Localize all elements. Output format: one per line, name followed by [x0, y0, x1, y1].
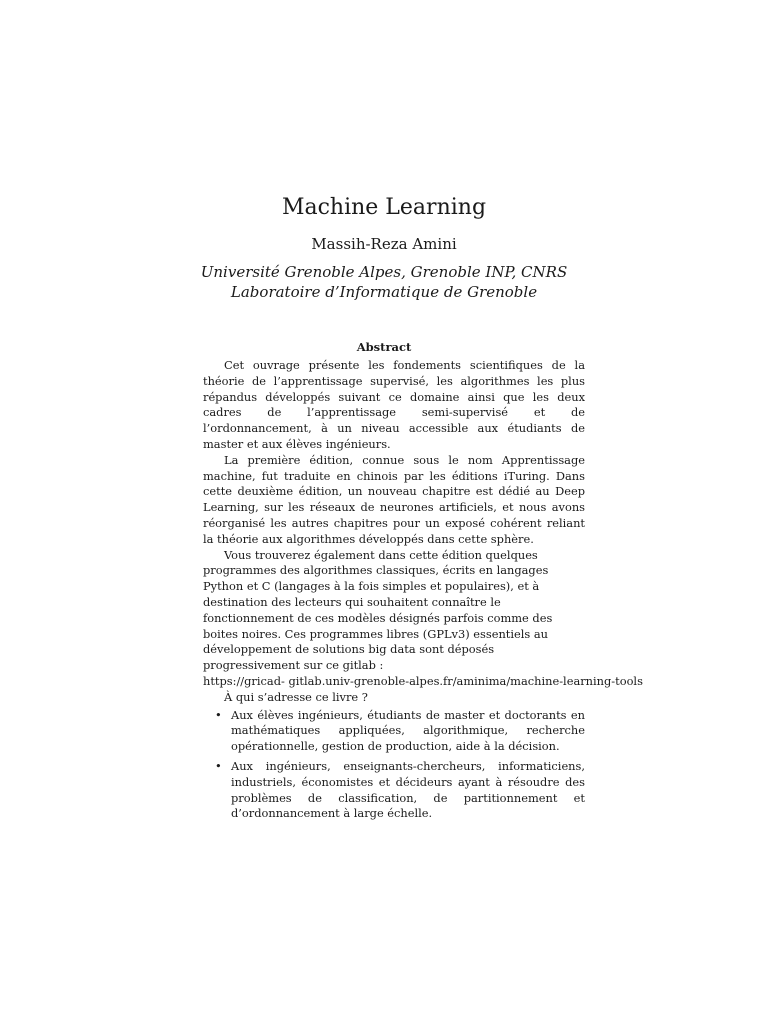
list-item-text: Aux élèves ingénieurs, étudiants de master et doctorants en mathématiques appliquées, algorithmique, recherche opérationnelle, gestion de production, aide à la décision.: [231, 707, 585, 754]
gitlab-url: https://gricad- gitlab.univ-grenoble-alpes.fr/aminima/machine-learning-tools: [203, 673, 643, 688]
abstract-heading: Abstract: [356, 340, 412, 354]
audience-list: [203, 708, 585, 823]
abstract-paragraph-1: Cet ouvrage présente les fondements scientifiques de la théorie de l’apprentissage supervisé, les algorithmes les plus répandus développés suivant ce domaine ainsi que les deux cadres de l’apprentissage semi-supervisé et de l’ordonnancement, à un niveau accessible aux étudiants de master et aux élèves ingénieurs.: [203, 358, 585, 451]
list-item-text: Aux ingénieurs, enseignants-chercheurs, informaticiens, industriels, économistes et décideurs ayant à résoudre des problèmes de classification, de partitionnement et d’ordonnancement à large échelle.: [231, 758, 585, 821]
list-item: [203, 759, 585, 822]
abstract-body: [203, 358, 643, 826]
bullet-icon: •: [215, 758, 222, 773]
list-item: [203, 708, 585, 755]
affiliation: [0, 262, 768, 302]
affiliation-line-1: Université Grenoble Alpes, Grenoble INP, CNRS: [200, 263, 568, 281]
abstract-paragraph-2: La première édition, connue sous le nom Apprentissage machine, fut traduite en chinois par les éditions iTuring. Dans cette deuxième édition, un nouveau chapitre est dédié au Deep Learning, sur les réseaux de neurones artificiels, et nous avons réorganisé les autres chapitres pour un exposé cohérent reliant la théorie aux algorithmes développés dans cette sphère.: [203, 452, 585, 546]
author-name: Massih-Reza Amini: [311, 235, 457, 253]
abstract-paragraph-3: [203, 547, 643, 690]
abstract-paragraph-4: À qui s’adresse ce livre ?: [224, 689, 368, 704]
abstract-paragraph-3-text: Vous trouverez également dans cette édition quelques programmes des algorithmes classiques, écrits en langages Python et C (langages à la fois simples et populaires), et à destination des lecteurs qui souhaitent connaître le fonctionnement de ces modèles désignés parfois comme des boites noires. Ces programmes libres (GPLv3) essentiels au développement de solutions big data sont déposés progressivement sur ce gitlab :: [203, 547, 553, 673]
paper-title: Machine Learning: [281, 195, 487, 220]
bullet-icon: •: [215, 707, 222, 722]
affiliation-line-2: Laboratoire d’Informatique de Grenoble: [230, 283, 538, 301]
